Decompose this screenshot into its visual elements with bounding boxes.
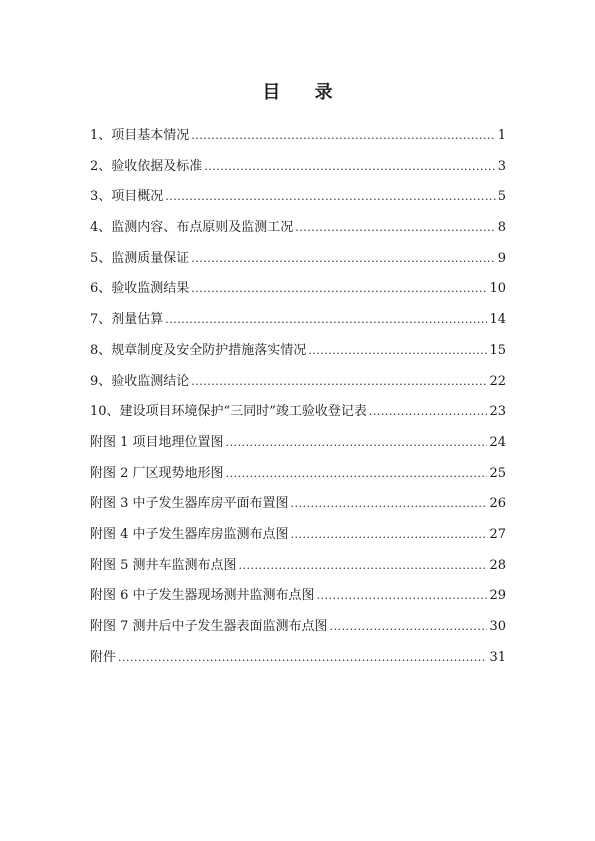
toc-entry[interactable]	[90, 372, 506, 403]
toc-entry[interactable]	[90, 586, 506, 617]
toc-entry-label: 10、建设项目环境保护“三同时”竣工验收登记表	[90, 404, 367, 420]
toc-entry-page: 26	[489, 496, 506, 512]
toc-entry-page: 27	[489, 526, 506, 542]
toc-entry-label: 6、验收监测结果	[90, 281, 190, 297]
toc-entry[interactable]	[90, 617, 506, 648]
toc-entry[interactable]	[90, 494, 506, 525]
toc-entry-page: 29	[489, 588, 506, 604]
toc-entry-page: 28	[489, 557, 506, 573]
toc-leader-dots	[191, 279, 487, 299]
toc-entry[interactable]	[90, 525, 506, 556]
toc-leader-dots	[239, 556, 488, 576]
toc-leader-dots	[308, 341, 487, 361]
toc-entry[interactable]	[90, 341, 506, 372]
toc-entry[interactable]	[90, 187, 506, 218]
toc-entry-label: 附图 1 项目地理位置图	[90, 434, 224, 450]
toc-entry-label: 附图 6 中子发生器现场测井监测布点图	[90, 588, 315, 604]
toc-entry-label: 附图 4 中子发生器库房监测布点图	[90, 526, 289, 542]
toc-leader-dots	[226, 464, 488, 484]
toc-title: 目 录	[262, 82, 347, 103]
toc-entry-page: 3	[497, 158, 506, 174]
toc-leader-dots	[118, 648, 487, 668]
toc-entry-page: 9	[497, 250, 506, 266]
toc-entry-label: 3、项目概况	[90, 189, 164, 205]
toc-entry-label: 2、验收依据及标准	[90, 158, 203, 174]
toc-entry-page: 25	[489, 465, 506, 481]
toc-entry-page: 5	[497, 189, 506, 205]
toc-entry-page: 24	[489, 434, 506, 450]
toc-leader-dots	[295, 218, 495, 238]
toc-leader-dots	[165, 310, 487, 330]
toc-entry-page: 23	[489, 404, 506, 420]
toc-leader-dots	[369, 402, 488, 422]
toc-entry-page: 10	[489, 281, 506, 297]
toc-entry-label: 8、规章制度及安全防护措施落实情况	[90, 342, 307, 358]
toc-entry-label: 附图 5 测井车监测布点图	[90, 557, 237, 573]
toc-entry[interactable]	[90, 433, 506, 464]
toc-leader-dots	[226, 433, 488, 453]
toc-entry-label: 9、验收监测结论	[90, 373, 190, 389]
toc-leader-dots	[191, 126, 495, 146]
toc-entry-label: 附件	[90, 649, 117, 665]
toc-entry-label: 1、项目基本情况	[90, 128, 190, 143]
toc-entry-page: 1	[497, 128, 506, 143]
toc-entry-page: 14	[489, 312, 506, 328]
toc-entry[interactable]	[90, 249, 506, 280]
toc-leader-dots	[191, 372, 487, 392]
toc-entry[interactable]	[90, 126, 506, 157]
toc-entry-page: 31	[489, 649, 506, 665]
toc-leader-dots	[291, 494, 488, 514]
toc-leader-dots	[204, 157, 495, 177]
toc-entry[interactable]	[90, 648, 506, 679]
toc-entry[interactable]	[90, 464, 506, 495]
toc-entry-label: 5、监测质量保证	[90, 250, 190, 266]
toc-entry[interactable]	[90, 279, 506, 310]
toc-entry[interactable]	[90, 310, 506, 341]
toc-entry-label: 4、监测内容、布点原则及监测工况	[90, 220, 294, 236]
toc-leader-dots	[317, 586, 488, 606]
toc-entry-page: 15	[489, 342, 506, 358]
toc-entry[interactable]	[90, 157, 506, 188]
toc-list	[90, 126, 506, 678]
toc-entry-label: 7、剂量估算	[90, 312, 164, 328]
toc-leader-dots	[165, 187, 495, 207]
toc-entry-label: 附图 7 测井后中子发生器表面监测布点图	[90, 619, 328, 634]
toc-entry[interactable]	[90, 402, 506, 433]
toc-entry[interactable]	[90, 218, 506, 249]
toc-entry-label: 附图 2 厂区现势地形图	[90, 465, 224, 481]
toc-leader-dots	[191, 249, 495, 269]
toc-leader-dots	[291, 525, 488, 545]
toc-entry[interactable]	[90, 556, 506, 587]
toc-entry-page: 22	[489, 373, 506, 389]
toc-leader-dots	[330, 617, 488, 637]
toc-entry-page: 8	[497, 220, 506, 236]
toc-entry-label: 附图 3 中子发生器库房平面布置图	[90, 496, 289, 512]
toc-entry-page: 30	[489, 619, 506, 634]
